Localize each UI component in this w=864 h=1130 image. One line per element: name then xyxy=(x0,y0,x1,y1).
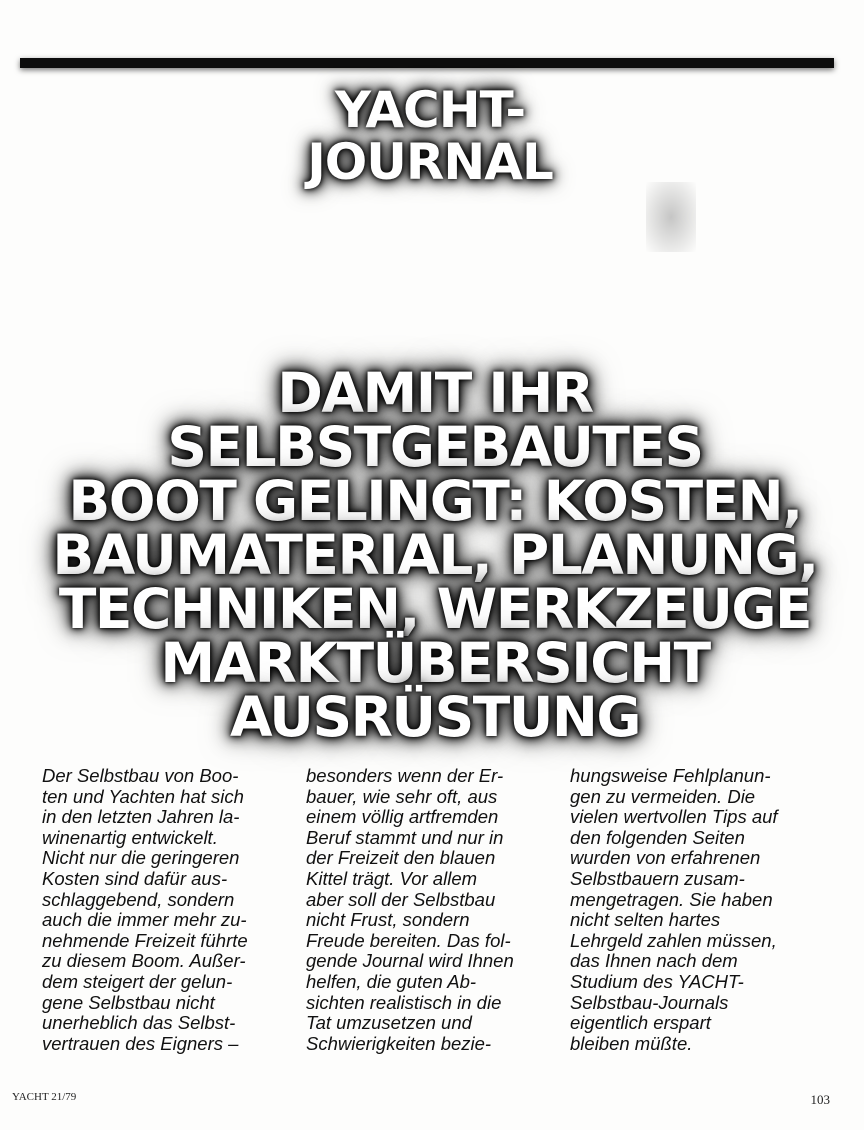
print-smudge xyxy=(646,182,696,252)
headline-line: SELBSTGEBAUTES xyxy=(167,415,703,479)
masthead xyxy=(250,81,610,191)
page-number: 103 xyxy=(810,1092,830,1107)
headline-line: BOOT GELINGT: KOSTEN, xyxy=(68,469,802,533)
masthead-line-1: YACHT- xyxy=(334,81,526,139)
headline-line: DAMIT IHR xyxy=(277,361,593,425)
body-column-1: Der Selbstbau von Boo- ten und Yachten hat sich in den letzten Jahren la- winenartig entwickelt. Nicht nur die geringeren Kosten sind dafür aus- schlaggebend, sondern auch die immer mehr zu- nehmende Freizeit führte zu diesem Boom. Außer- dem steigert der gelun- gene Selbstbau nicht unerheblich das Selbst- vertrauen des Eigners – xyxy=(42,765,248,1054)
headline-line: MARKTÜBERSICHT xyxy=(160,631,710,695)
body-column-3: hungsweise Fehlplanun- gen zu vermeiden. Die vielen wertvollen Tips auf den folgenden Seiten wurden von erfahrenen Selbstbauern zusam- mengetragen. Sie haben nicht selten hartes Lehrgeld zahlen müssen, das Ihnen nach dem Studium des YACHT- Selbstbau-Journals eigentlich erspart bleiben müßte. xyxy=(570,765,778,1054)
issue-label: YACHT 21/79 xyxy=(12,1091,77,1103)
body-column-2: besonders wenn der Er- bauer, wie sehr oft, aus einem völlig artfremden Beruf stammt und nur in der Freizeit den blauen Kittel trägt. Vor allem aber soll der Selbstbau nicht Frust, sondern Freude bereiten. Das fol- gende Journal wird Ihnen helfen, die guten Ab- sichten realistisch in die Tat umzusetzen und Schwierigkeiten bezie- xyxy=(306,765,514,1054)
masthead-line-2: JOURNAL xyxy=(307,133,553,191)
headline-line: AUSRÜSTUNG xyxy=(229,685,641,749)
top-rule xyxy=(20,58,834,68)
headline xyxy=(40,361,830,749)
headline-line: BAUMATERIAL, PLANUNG, xyxy=(52,523,818,587)
headline-line: TECHNIKEN, WERKZEUGE xyxy=(58,577,812,641)
